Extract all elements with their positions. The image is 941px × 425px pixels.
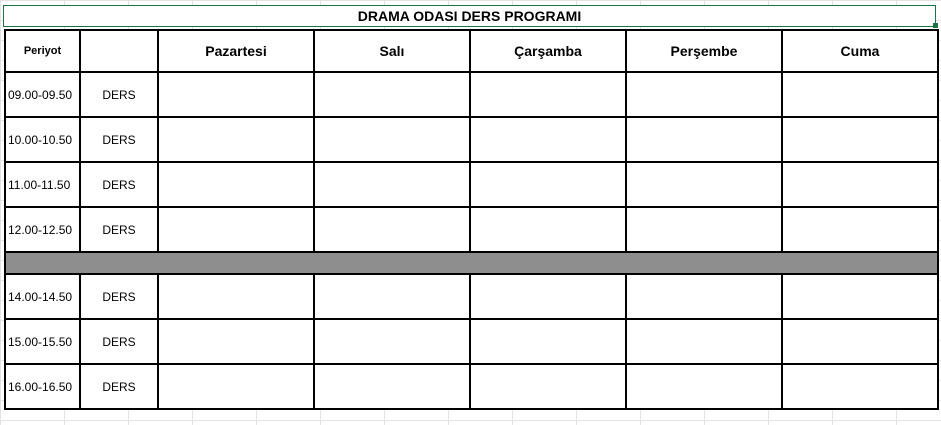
schedule-cell[interactable]	[470, 72, 626, 117]
break-cell[interactable]	[5, 252, 938, 274]
schedule-cell[interactable]	[626, 72, 782, 117]
schedule-cell[interactable]	[782, 117, 938, 162]
schedule-cell[interactable]	[782, 207, 938, 252]
schedule-cell[interactable]	[314, 364, 470, 409]
table-row	[5, 162, 938, 207]
table-row	[5, 319, 938, 364]
table-row	[5, 117, 938, 162]
table-row	[5, 72, 938, 117]
schedule-cell[interactable]	[158, 207, 314, 252]
schedule-cell[interactable]	[626, 162, 782, 207]
schedule-cell[interactable]	[782, 72, 938, 117]
period-cell[interactable]: 11.00-11.50	[5, 162, 80, 207]
schedule-cell[interactable]	[782, 274, 938, 319]
schedule-title: DRAMA ODASI DERS PROGRAMI	[357, 8, 582, 24]
table-row	[5, 207, 938, 252]
schedule-cell[interactable]	[158, 274, 314, 319]
schedule-cell[interactable]	[314, 72, 470, 117]
schedule-cell[interactable]	[158, 117, 314, 162]
type-cell[interactable]: DERS	[80, 364, 158, 409]
header-type-cell[interactable]	[80, 30, 158, 72]
fill-handle[interactable]	[933, 23, 938, 28]
schedule-cell[interactable]	[314, 319, 470, 364]
schedule-cell[interactable]	[470, 319, 626, 364]
header-day-wednesday[interactable]: Çarşamba	[470, 30, 626, 72]
schedule-table	[4, 29, 939, 410]
schedule-cell[interactable]	[626, 319, 782, 364]
header-day-friday[interactable]: Cuma	[782, 30, 938, 72]
schedule-cell[interactable]	[314, 207, 470, 252]
schedule-cell[interactable]	[158, 72, 314, 117]
schedule-cell[interactable]	[314, 274, 470, 319]
period-cell[interactable]: 14.00-14.50	[5, 274, 80, 319]
period-cell[interactable]: 09.00-09.50	[5, 72, 80, 117]
header-row	[5, 30, 938, 72]
table-row	[5, 274, 938, 319]
type-cell[interactable]: DERS	[80, 117, 158, 162]
schedule-cell[interactable]	[626, 364, 782, 409]
header-period-cell[interactable]: Periyot	[5, 30, 80, 72]
period-cell[interactable]: 15.00-15.50	[5, 319, 80, 364]
schedule-cell[interactable]	[158, 364, 314, 409]
type-cell[interactable]: DERS	[80, 274, 158, 319]
type-cell[interactable]: DERS	[80, 207, 158, 252]
schedule-cell[interactable]	[158, 319, 314, 364]
schedule-cell[interactable]	[158, 162, 314, 207]
type-cell[interactable]: DERS	[80, 162, 158, 207]
schedule-cell[interactable]	[470, 364, 626, 409]
schedule-cell[interactable]	[470, 162, 626, 207]
schedule-cell[interactable]	[782, 162, 938, 207]
schedule-cell[interactable]	[626, 207, 782, 252]
header-day-tuesday[interactable]: Salı	[314, 30, 470, 72]
lunch-break-row	[5, 252, 938, 274]
schedule-cell[interactable]	[470, 207, 626, 252]
header-day-monday[interactable]: Pazartesi	[158, 30, 314, 72]
schedule-title-cell[interactable]	[3, 5, 936, 27]
period-cell[interactable]: 16.00-16.50	[5, 364, 80, 409]
schedule-cell[interactable]	[626, 274, 782, 319]
period-cell[interactable]: 10.00-10.50	[5, 117, 80, 162]
schedule-cell[interactable]	[626, 117, 782, 162]
schedule-cell[interactable]	[314, 117, 470, 162]
header-day-thursday[interactable]: Perşembe	[626, 30, 782, 72]
type-cell[interactable]: DERS	[80, 72, 158, 117]
schedule-cell[interactable]	[470, 117, 626, 162]
period-cell[interactable]: 12.00-12.50	[5, 207, 80, 252]
schedule-cell[interactable]	[782, 364, 938, 409]
table-row	[5, 364, 938, 409]
schedule-cell[interactable]	[314, 162, 470, 207]
schedule-cell[interactable]	[782, 319, 938, 364]
schedule-cell[interactable]	[470, 274, 626, 319]
type-cell[interactable]: DERS	[80, 319, 158, 364]
